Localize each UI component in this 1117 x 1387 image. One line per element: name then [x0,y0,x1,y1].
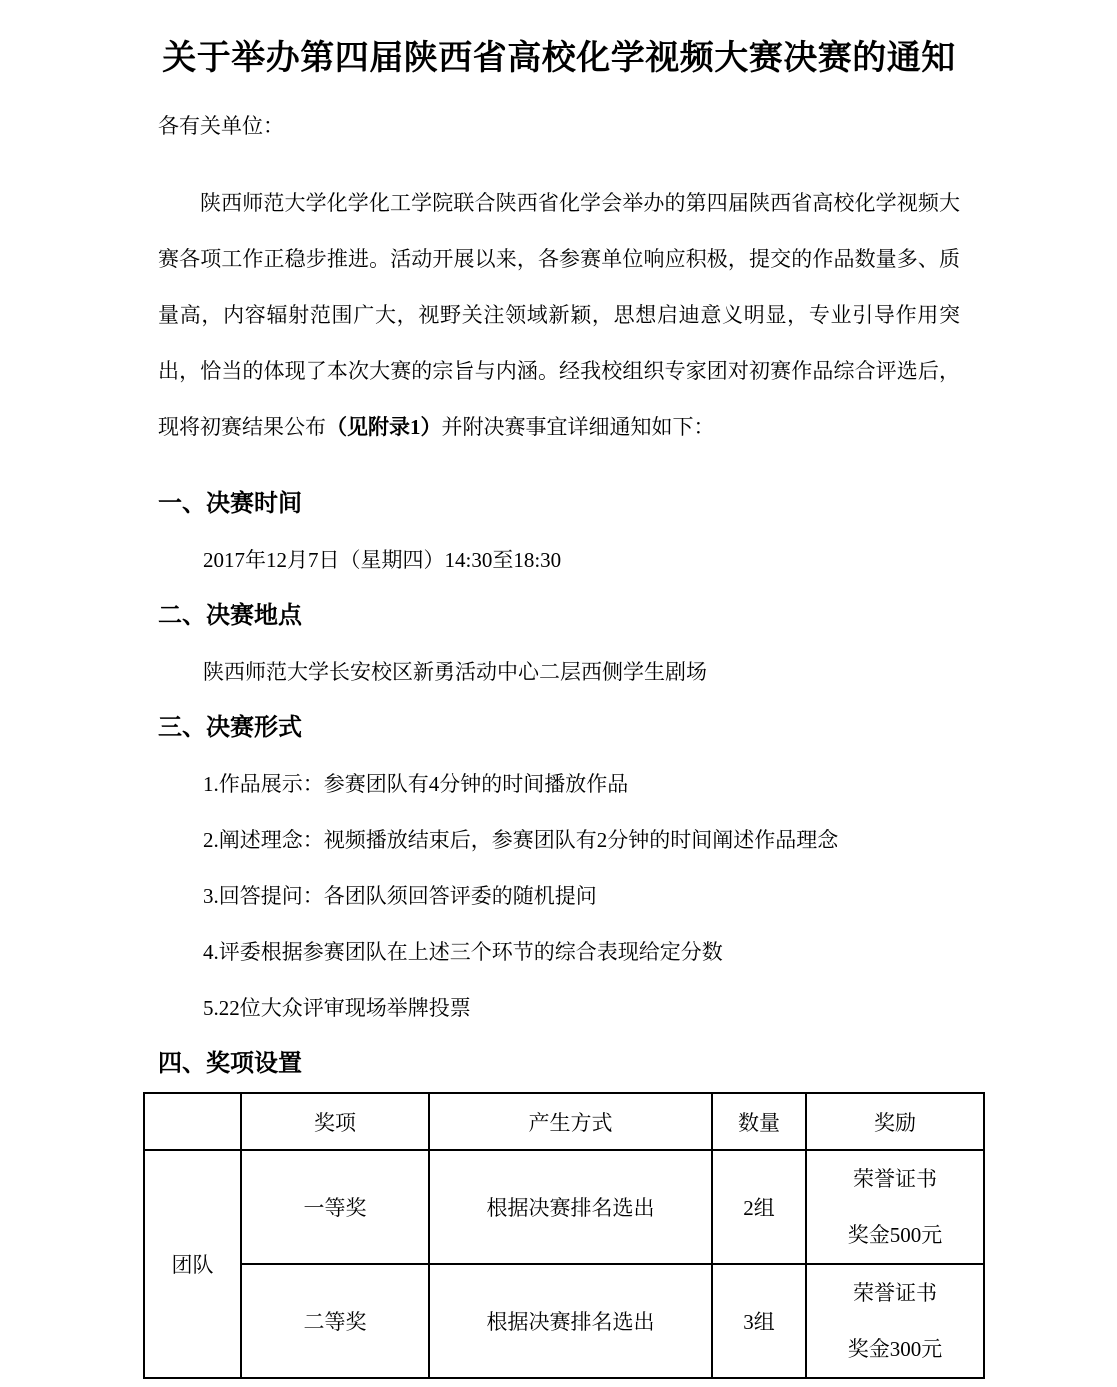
document-title: 关于举办第四届陕西省高校化学视频大赛决赛的通知 [162,39,956,77]
header-cell-quantity: 数量 [712,1093,806,1150]
prize-money-line: 奖金300元 [847,1337,943,1361]
table-row [144,1150,984,1264]
section-heading-awards: 四、奖项设置 [158,1050,302,1077]
format-list-item-5: 5.22位大众评审现场举牌投票 [203,996,471,1020]
salutation: 各有关单位： [158,114,284,138]
table-row [144,1264,984,1378]
final-time-value: 2017年12月7日（星期四）14:30至18:30 [203,548,562,572]
header-cell-empty [144,1093,241,1150]
intro-paragraph [158,175,960,455]
format-list-item-3: 3.回答提问：各团队须回答评委的随机提问 [203,884,597,908]
section-heading-final-location: 二、决赛地点 [158,602,302,629]
awards-table [143,1092,985,1379]
header-cell-prize: 奖励 [806,1093,984,1150]
section-heading-final-time: 一、决赛时间 [158,490,302,517]
cell-method-first-prize: 根据决赛排名选出 [429,1150,712,1264]
cell-prize-second-prize [806,1264,984,1378]
final-location-value: 陕西师范大学长安校区新勇活动中心二层西侧学生剧场 [203,660,707,684]
intro-text-before: 陕西师范大学化学化工学院联合陕西省化学会举办的第四届陕西省高校化学视频大赛各项工作正稳步推进。活动开展以来，各参赛单位响应积极，提交的作品数量多、质量高，内容辐射范围广大，视野关注领域新颖，思想启迪意义明显，专业引导作用突出，恰当的体现了本次大赛的宗旨与内涵。经我校组织专家团对初赛作品综合评选后，现将初赛结果公布 [158,191,960,439]
prize-money-line: 奖金500元 [847,1223,943,1247]
prize-certificate-line: 荣誉证书 [853,1281,937,1305]
cell-quantity-second-prize: 3组 [712,1264,806,1378]
format-list-item-2: 2.阐述理念：视频播放结束后，参赛团队有2分钟的时间阐述作品理念 [203,828,839,852]
section-heading-final-format: 三、决赛形式 [158,714,302,741]
cell-method-second-prize: 根据决赛排名选出 [429,1264,712,1378]
cell-award-second-prize: 二等奖 [241,1264,429,1378]
cell-quantity-first-prize: 2组 [712,1150,806,1264]
row-group-label-team: 团队 [144,1150,241,1378]
prize-certificate-line: 荣誉证书 [853,1167,937,1191]
header-cell-method: 产生方式 [429,1093,712,1150]
cell-prize-first-prize [806,1150,984,1264]
header-cell-award: 奖项 [241,1093,429,1150]
awards-table-header-row [144,1093,984,1150]
format-list-item-4: 4.评委根据参赛团队在上述三个环节的综合表现给定分数 [203,940,723,964]
format-list-item-1: 1.作品展示：参赛团队有4分钟的时间播放作品 [203,772,629,796]
cell-award-first-prize: 一等奖 [241,1150,429,1264]
intro-text-bold-appendix-ref: （见附录1） [326,415,442,439]
intro-text-after: 并附决赛事宜详细通知如下： [441,415,715,439]
